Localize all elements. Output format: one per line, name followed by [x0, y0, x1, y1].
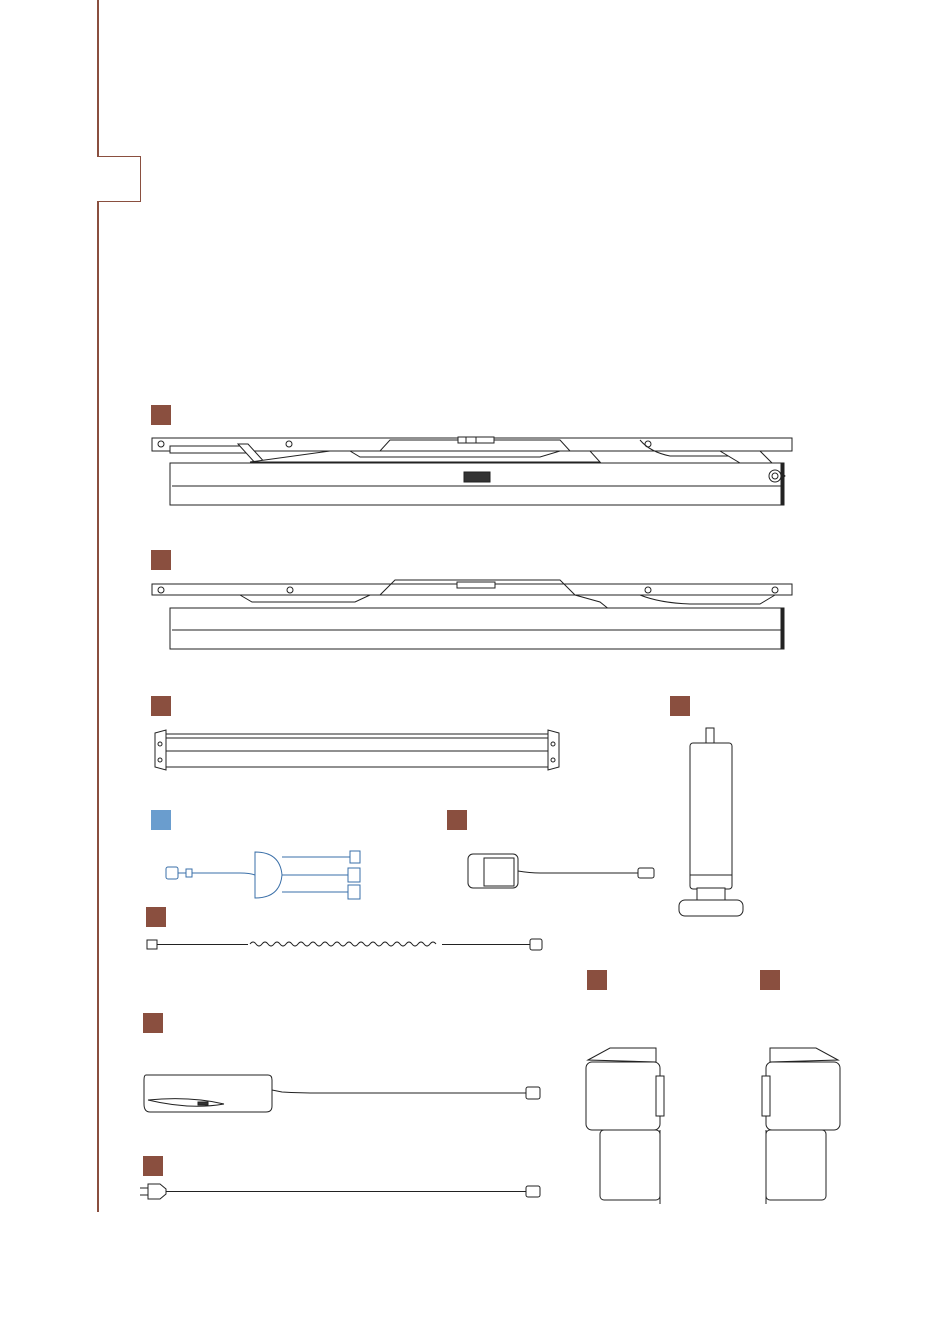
power-cord-drawing: [140, 1184, 540, 1199]
crossbar-drawing: [155, 730, 559, 770]
control-switch-drawing: [468, 854, 654, 888]
frame-plain-drawing: [152, 580, 792, 649]
foot-right-drawing: [762, 1048, 840, 1204]
foot-left-drawing: [586, 1048, 664, 1204]
frame-with-controller-drawing: [152, 437, 792, 505]
power-adapter-drawing: [144, 1075, 540, 1112]
y-splitter-cable-drawing: [166, 851, 360, 899]
leg-column-drawing: [679, 728, 743, 916]
coiled-cable-drawing: [147, 939, 542, 950]
